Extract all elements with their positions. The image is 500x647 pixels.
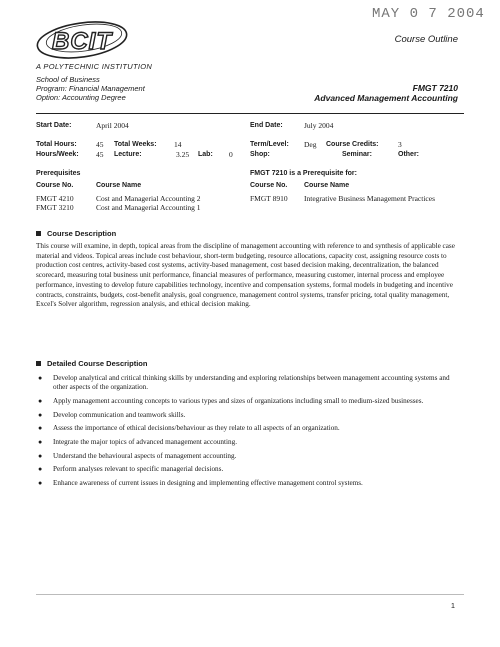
total-hours-label: Total Hours: — [36, 141, 77, 148]
prereq-row-course-no: FMGT 3210 — [36, 203, 74, 212]
bcit-logo — [30, 16, 138, 62]
start-date-value: April 2004 — [96, 121, 129, 130]
section-bullet-icon — [36, 361, 41, 366]
prereq-col-course-name: Course Name — [96, 182, 142, 189]
bullet-icon: ● — [38, 410, 43, 419]
bullet-icon: ● — [38, 424, 43, 433]
bullet-icon: ● — [38, 479, 43, 488]
course-credits-label: Course Credits: — [326, 141, 379, 148]
course-code: FMGT 7210 — [412, 83, 458, 93]
institution-tagline: A POLYTECHNIC INSTITUTION — [36, 62, 153, 71]
page-number: 1 — [450, 601, 455, 610]
course-title: Advanced Management Accounting — [314, 93, 458, 103]
lecture-value: 3.25 — [176, 150, 190, 159]
list-item: ● Apply management accounting concepts to various types and sizes of organizations including small to medium-sized businesses. — [38, 396, 424, 405]
list-item: ● Develop analytical and critical thinking skills by understanding and exploring relationships between management accounting systems and other aspects of the organization. — [38, 374, 450, 392]
shop-label: Shop: — [250, 151, 270, 158]
detailed-description-list — [36, 374, 464, 493]
prereq-col-course-no: Course No. — [36, 182, 74, 189]
prereq-row-course-no: FMGT 4210 — [36, 194, 74, 203]
list-item: ● Integrate the major topics of advanced management accounting. — [38, 438, 238, 447]
prereq-row-course-name: Cost and Managerial Accounting 1 — [96, 203, 201, 212]
bullet-icon: ● — [38, 396, 43, 405]
seminar-label: Seminar: — [342, 151, 372, 158]
start-date-label: Start Date: — [36, 122, 72, 129]
list-item: ● Enhance awareness of current issues in designing and implementing effective management control systems. — [38, 479, 363, 488]
end-date-value: July 2004 — [304, 121, 334, 130]
prerequisites-heading: Prerequisites — [36, 170, 81, 177]
other-label: Other: — [398, 151, 419, 158]
course-description-heading: Course Description — [36, 229, 116, 238]
detailed-description-heading: Detailed Course Description — [36, 359, 147, 368]
header-divider — [36, 113, 464, 114]
svg-text:BCIT: BCIT — [52, 28, 112, 55]
lecture-label: Lecture: — [114, 151, 142, 158]
list-item: ● Assess the importance of ethical decisions/behaviour as they relate to all aspects of an organization. — [38, 424, 340, 433]
prereq-for-col-course-no: Course No. — [250, 182, 288, 189]
prereq-for-col-course-name: Course Name — [304, 182, 350, 189]
term-level-value: Deg — [304, 140, 317, 149]
hours-week-label: Hours/Week: — [36, 151, 79, 158]
prereq-row-course-name: Cost and Managerial Accounting 2 — [96, 194, 201, 203]
bullet-icon: ● — [38, 438, 43, 447]
term-level-label: Term/Level: — [250, 141, 289, 148]
end-date-label: End Date: — [250, 122, 283, 129]
lab-label: Lab: — [198, 151, 213, 158]
document-type-label: Course Outline — [394, 34, 458, 45]
total-weeks-value: 14 — [174, 140, 182, 149]
list-item: ● Understand the behavioural aspects of management accounting. — [38, 451, 237, 460]
prereq-for-row-course-name: Integrative Business Management Practices — [304, 194, 436, 203]
school-name: School of Business — [36, 75, 100, 84]
program-name: Program: Financial Management — [36, 84, 145, 93]
prerequisite-for-heading: FMGT 7210 is a Prerequisite for: — [250, 170, 357, 177]
total-weeks-label: Total Weeks: — [114, 141, 157, 148]
course-title-block — [314, 83, 458, 103]
lab-value: 0 — [229, 150, 233, 159]
hours-week-value: 45 — [96, 150, 104, 159]
list-item: ● Develop communication and teamwork skills. — [38, 410, 186, 419]
bullet-icon: ● — [38, 374, 43, 382]
footer-divider — [36, 594, 464, 595]
program-info — [36, 75, 145, 102]
date-received-stamp: MAY 0 7 2004 — [372, 6, 485, 22]
prereq-for-row-course-no: FMGT 8910 — [250, 194, 288, 203]
option-name: Option: Accounting Degree — [36, 93, 126, 102]
section-bullet-icon — [36, 231, 41, 236]
course-credits-value: 3 — [398, 140, 402, 149]
bullet-icon: ● — [38, 465, 43, 474]
course-description-text: This course will examine, in depth, topical areas from the discipline of management accounting with reference to and synthesis of applicable case material and videos. Topical areas include cost behaviour, short-term budgeting, resource allocations, capacity cost, assigning resource costs to production cost centres, activity-based cost systems, activity-based management, cost based decision making, decentralization, the balanced scorecard, measuring total business unit performance, financial measures of performance, measuring customer, internal process and employee performance, investing to develop future capabilities technology, incentive and compensation systems, formal models in budgeting and incentive contracts, constraints, budgets, cost-benefit analysis, goal congruence, management control systems, transfer pricing, total quality management, Excel's Solver algorithm, regression analysis, and ethical decision making. — [36, 242, 455, 309]
list-item: ● Perform analyses relevant to specific managerial decisions. — [38, 465, 224, 474]
total-hours-value: 45 — [96, 140, 104, 149]
bullet-icon: ● — [38, 451, 43, 460]
